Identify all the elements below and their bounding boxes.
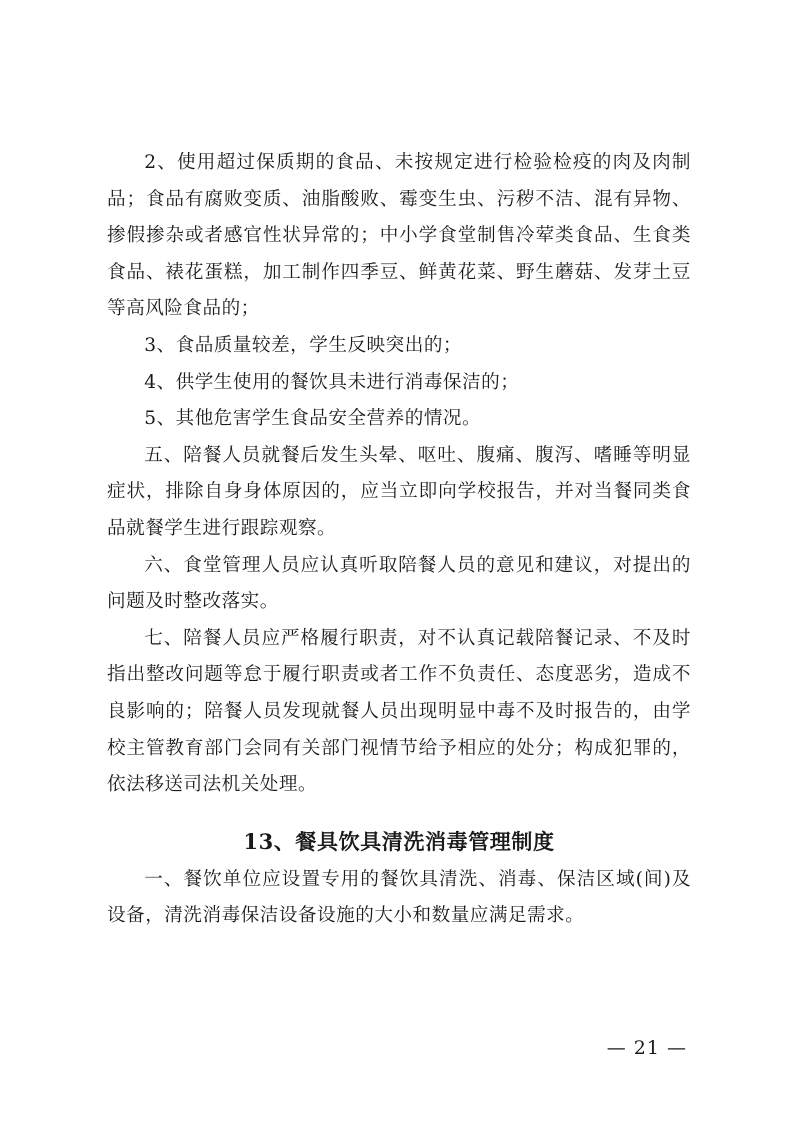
section-title: 13、餐具饮具清洗消毒管理制度 <box>243 828 555 854</box>
page-number: — 21 — <box>606 1037 687 1059</box>
paragraph-item-5: 5、其他危害学生食品安全营养的情况。 <box>144 408 482 430</box>
paragraph-item-4: 4、供学生使用的餐饮具未进行消毒保洁的； <box>144 371 520 393</box>
document-body <box>107 145 691 935</box>
paragraph-section-5: 五、陪餐人员就餐后发生头晕、呕吐、腹痛、腹泻、嗜睡等明显症状，排除自身身体原因的，应当立即向学校报告，并对当餐同类食品就餐学生进行跟踪观察。 <box>107 444 691 539</box>
paragraph-section-6: 六、食堂管理人员应认真听取陪餐人员的意见和建议，对提出的问题及时整改落实。 <box>107 554 691 613</box>
paragraph-section-7: 七、陪餐人员应严格履行职责，对不认真记载陪餐记录、不及时指出整改问题等怠于履行职责或者工作不负责任、态度恶劣，造成不良影响的；陪餐人员发现就餐人员出现明显中毒不及时报告的，由学校主管教育部门会同有关部门视情节给予相应的处分；构成犯罪的，依法移送司法机关处理。 <box>107 627 691 796</box>
paragraph-item-2: 2、使用超过保质期的食品、未按规定进行检验检疫的肉及肉制品；食品有腐败变质、油脂酸败、霉变生虫、污秽不洁、混有异物、掺假掺杂或者感官性状异常的；中小学食堂制售冷荤类食品、生食类食品、裱花蛋糕，加工制作四季豆、鲜黄花菜、野生蘑菇、发芽土豆等高风险食品的； <box>107 152 691 320</box>
paragraph-item-3: 3、食品质量较差，学生反映突出的； <box>144 334 463 356</box>
paragraph-section-1: 一、餐饮单位应设置专用的餐饮具清洗、消毒、保洁区域(间)及设备，清洗消毒保洁设备设施的大小和数量应满足需求。 <box>107 868 691 927</box>
